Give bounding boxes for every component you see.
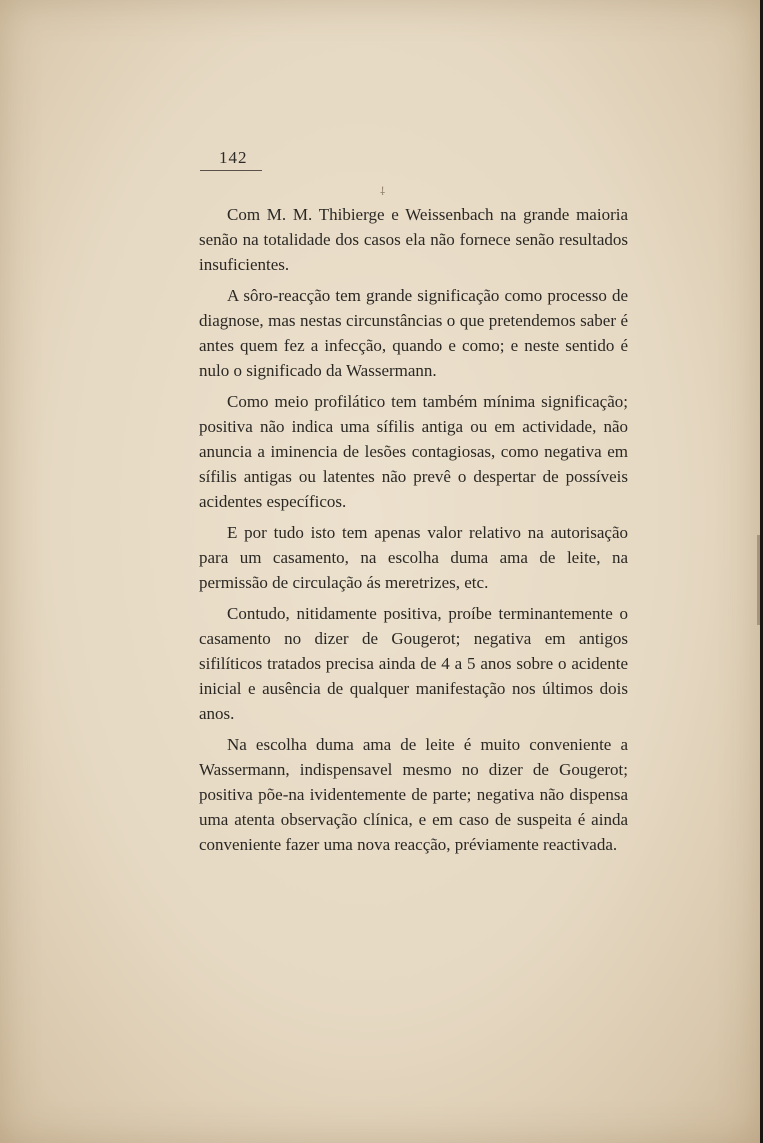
ink-mark: ⸸ [380,186,386,198]
body-text [199,202,628,863]
page-number: 142 [200,146,262,171]
page-edge-mark [757,535,760,625]
paragraph-5: Contudo, nitidamente positiva, proíbe terminantemente o casamento no dizer de Gougerot; negativa em antigos sifilíticos tratados precisa ainda de 4 a 5 anos sobre o acidente inicial e ausência de qualquer manifestação nos últimos dois anos. [199,604,628,723]
paragraph-1: Com M. M. Thibierge e Weissenbach na grande maioria senão na totalidade dos casos ela não fornece senão resultados insuficientes. [199,205,628,274]
paragraph-3: Como meio profilático tem também mínima significação; positiva não indica uma sífilis antiga ou em actividade, não anuncia a iminencia de lesões contagiosas, como negativa em sífilis antigas ou latentes não prevê o despertar de possíveis acidentes específicos. [199,392,628,511]
paragraph-4: E por tudo isto tem apenas valor relativo na autorisação para um casamento, na escolha duma ama de leite, na permissão de circulação ás meretrizes, etc. [199,523,628,592]
paragraph-6: Na escolha duma ama de leite é muito conveniente a Wassermann, indispensavel mesmo no dizer de Gougerot; positiva põe-na ividentemente de parte; negativa não dispensa uma atenta observação clínica, e em caso de suspeita é ainda conveniente fazer uma nova reacção, préviamente reactivada. [199,735,628,854]
paragraph-2: A sôro-reacção tem grande significação como processo de diagnose, mas nestas circunstâncias o que pretendemos saber é antes quem fez a infecção, quando e como; e neste sentido é nulo o significado da Wassermann. [199,286,628,380]
